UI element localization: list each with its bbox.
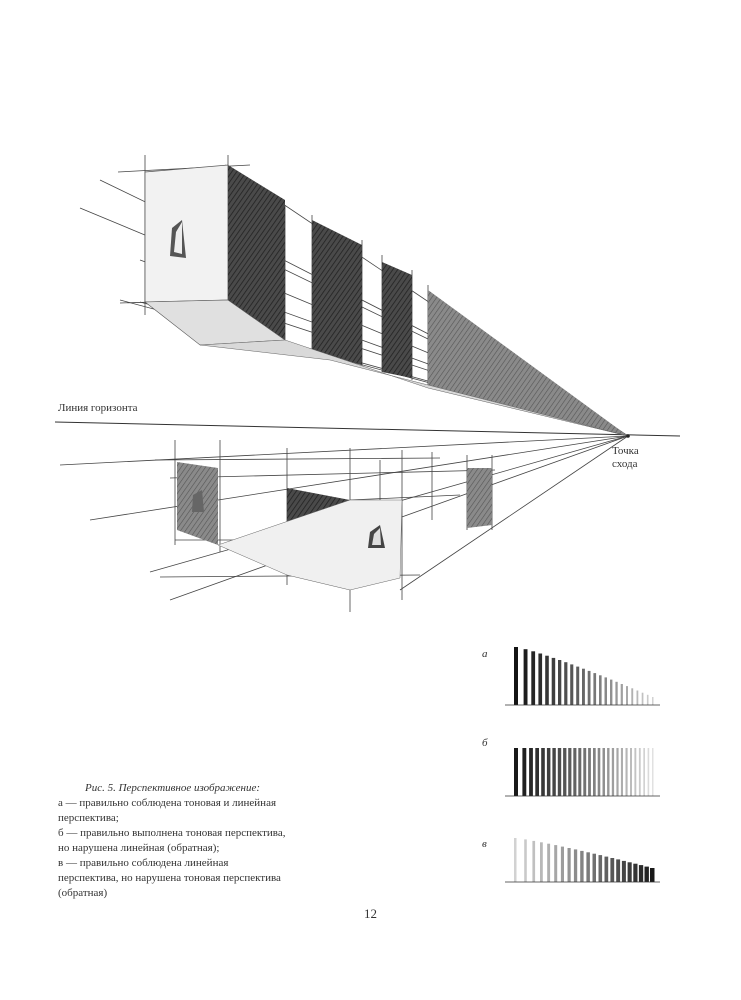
caption-line: а — правильно соблюдена тоновая и линейная — [58, 797, 277, 809]
drawing-bar — [580, 851, 583, 882]
drawing-bar — [552, 658, 556, 705]
drawing-bar — [593, 854, 597, 882]
drawing-bar — [568, 848, 571, 882]
panel-b-bars — [514, 748, 654, 796]
caption-line: перспектива, но нарушена тоновая перспектива — [58, 872, 281, 884]
caption-line: (обратная) — [58, 887, 108, 899]
drawing-bar — [529, 748, 533, 796]
drawing-bar — [593, 748, 596, 796]
drawing-bar — [570, 664, 573, 705]
drawing-bar — [564, 662, 567, 705]
drawing-bar — [626, 748, 628, 796]
drawing-bar — [586, 852, 590, 882]
drawing-bar — [576, 667, 579, 705]
drawing-bar — [628, 862, 632, 882]
drawing-bar — [563, 748, 566, 796]
drawing-bar — [645, 867, 649, 882]
drawing-bar — [522, 748, 526, 796]
drawing-bar — [547, 844, 550, 882]
drawing-bar — [545, 656, 549, 705]
upper-block-side-3 — [382, 262, 412, 378]
drawing-bar — [531, 651, 535, 705]
drawing-bar — [639, 748, 641, 796]
vanishing-point-label — [612, 445, 672, 471]
drawing-bar — [621, 684, 623, 705]
drawing-bar — [633, 864, 637, 882]
page-number: 12 — [364, 906, 377, 921]
panel-letter-b: б — [482, 737, 488, 749]
upper-beam-tail — [428, 290, 628, 436]
vanishing-point-label-line2: схода — [612, 458, 638, 470]
drawing-bar — [547, 748, 551, 796]
drawing-bar — [593, 673, 596, 705]
drawing-bar — [573, 748, 576, 796]
drawing-bar — [558, 748, 561, 796]
drawing-bar — [610, 680, 612, 705]
drawing-bar — [610, 858, 614, 882]
caption-line: но нарушена линейная (обратная); — [58, 842, 220, 854]
caption-line: перспектива; — [58, 812, 119, 824]
drawing-bar — [540, 842, 543, 882]
caption-title: Рис. 5. Перспективное изображение: — [85, 782, 261, 794]
drawing-bar — [637, 691, 639, 706]
drawing-bar — [642, 693, 644, 705]
drawing-bar — [652, 697, 654, 705]
drawing-bar — [599, 675, 602, 705]
drawing-bar — [650, 868, 655, 882]
drawing-bar — [514, 838, 517, 882]
drawing-bar — [634, 748, 636, 796]
drawing-bar — [538, 654, 542, 706]
drawing-bar — [652, 748, 654, 796]
drawing-bar — [514, 748, 518, 796]
upper-block-front-1 — [145, 165, 228, 302]
drawing-bar — [582, 669, 585, 705]
drawing-bar — [558, 660, 561, 705]
drawing-bar — [605, 857, 609, 882]
caption-line: в — правильно соблюдена линейная — [58, 857, 229, 869]
drawing-bar — [616, 748, 618, 796]
vanishing-point-label-line1: Точка — [612, 445, 639, 457]
drawing-bar — [647, 695, 649, 705]
drawing-bar — [616, 859, 620, 882]
figure-caption — [58, 781, 308, 901]
lower-block-right — [467, 468, 492, 528]
upper-beam-underside — [200, 340, 628, 436]
drawing-bar — [532, 841, 535, 882]
upper-block-side-2 — [312, 220, 362, 365]
drawing-bar — [599, 855, 603, 882]
drawing-bar — [643, 748, 645, 796]
drawing-bar — [588, 671, 591, 705]
drawing-bar — [639, 865, 643, 882]
drawing-bar — [603, 748, 606, 796]
drawing-bar — [574, 849, 577, 882]
drawing-bar — [598, 748, 601, 796]
drawing-bar — [622, 861, 626, 882]
drawing-bar — [554, 845, 557, 882]
panel-a-bars — [514, 647, 654, 705]
drawing-bar — [578, 748, 581, 796]
drawing-bar — [612, 748, 614, 796]
drawing-bar — [607, 748, 609, 796]
drawing-bar — [583, 748, 586, 796]
caption-line: б — правильно выполнена тоновая перспектива, — [58, 827, 286, 839]
drawing-bar — [524, 839, 527, 882]
drawing-bar — [621, 748, 623, 796]
drawing-bar — [524, 649, 528, 705]
drawing-bar — [631, 688, 633, 705]
vanishing-point — [626, 434, 630, 438]
drawing-bar — [588, 748, 591, 796]
drawing-bar — [630, 748, 632, 796]
drawing-bar — [535, 748, 539, 796]
drawing-bar — [626, 686, 628, 705]
drawing-bar — [648, 748, 650, 796]
panel-letter-a: а — [482, 648, 488, 660]
panel-v-bars — [514, 838, 655, 882]
horizon-label: Линия горизонта — [58, 402, 138, 414]
drawing-bar — [568, 748, 571, 796]
panel-letter-v: в — [482, 838, 487, 850]
drawing-bar — [561, 847, 564, 882]
drawing-bar — [514, 647, 518, 705]
drawing-bar — [541, 748, 545, 796]
drawing-bar — [605, 677, 608, 705]
drawing-bar — [552, 748, 555, 796]
drawing-bar — [615, 682, 617, 705]
